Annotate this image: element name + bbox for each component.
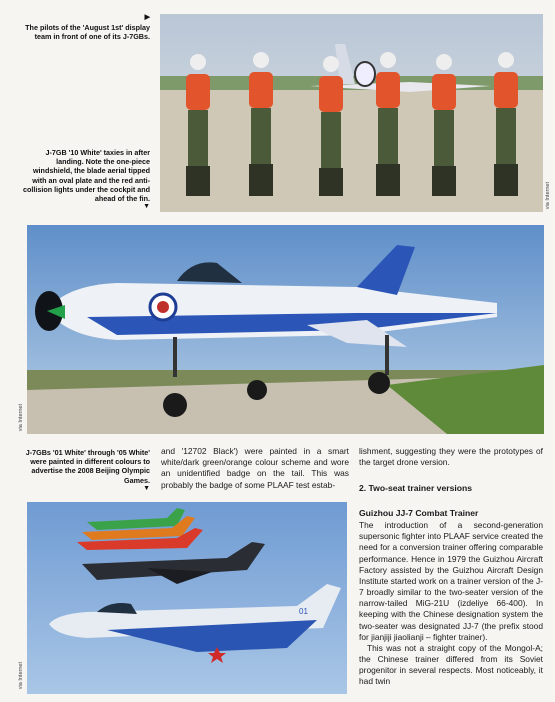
caption-taxi — [22, 148, 150, 212]
caption-pilots — [22, 14, 150, 41]
taxi-illustration — [27, 225, 544, 434]
pilots-illustration — [160, 14, 543, 212]
article-col2-body — [359, 520, 543, 688]
formation-illustration — [27, 502, 347, 694]
article-paragraph: The introduction of a second-generation supersonic fighter into PLAAF service created the need for a conversion trainer offering comparable performance. Hence in 1979 the Guizhou Aircraft Factory assisted by the Guizhou Aircraft Design Institute started work on a trainer version of the J-7 broadly similar to the two-seater version of the narrow-tailed MiG-21U (izdeliye 66-400). In keeping with the Chinese designation system the two-seater was designated JJ-7 (the prefix stood for jianjiji jiaolianji – fighter trainer). — [359, 520, 543, 642]
photo-credit-bottom: via Internet — [18, 662, 24, 690]
article-col2-top — [359, 446, 543, 468]
photo-credit-middle: via Internet — [18, 404, 24, 432]
article-paragraph: and '12702 Black') were painted in a smart white/dark green/orange colour scheme and wore an unidentified badge on the tail. This was probably the badge of some PLAAF test estab- — [161, 446, 349, 490]
caption-pilots-text: The pilots of the 'August 1st' display team in front of one of its J-7GBs. — [25, 22, 150, 42]
caption-olympic — [22, 448, 150, 494]
arrow-down-icon: ▼ — [143, 484, 150, 492]
caption-olympic-text: J-7GBs '01 White' through '05 White' were painted in different colours to advertise the 2008 Beijing Olympic Games. — [25, 448, 150, 485]
tail-number-label: 01 — [299, 607, 308, 616]
sub-heading: Guizhou JJ-7 Combat Trainer — [359, 508, 479, 518]
article-col1-top — [161, 446, 349, 491]
caption-taxi-text: J-7GB '10 White' taxies in after landing. Note the one-piece windshield, the blade aerial tipped with an oval plate and the red anti-collision lights under the cockpit and ahead of the fin. — [23, 148, 150, 204]
section-heading: 2. Two-seat trainer versions — [359, 483, 473, 493]
photo-taxi — [27, 225, 544, 434]
arrow-right-icon: ▶ — [144, 14, 150, 21]
photo-formation — [27, 502, 347, 694]
photo-pilots — [160, 14, 543, 212]
photo-credit-top: via Internet — [545, 182, 551, 210]
article-paragraph: lishment, suggesting they were the prototypes of the target drone version. — [359, 446, 543, 468]
article-paragraph: This was not a straight copy of the Mongol-A; the Chinese trainer differed from its Soviet progenitor in several respects. Most noticeably, it had twin — [359, 642, 543, 687]
arrow-down-icon: ▼ — [143, 203, 150, 211]
